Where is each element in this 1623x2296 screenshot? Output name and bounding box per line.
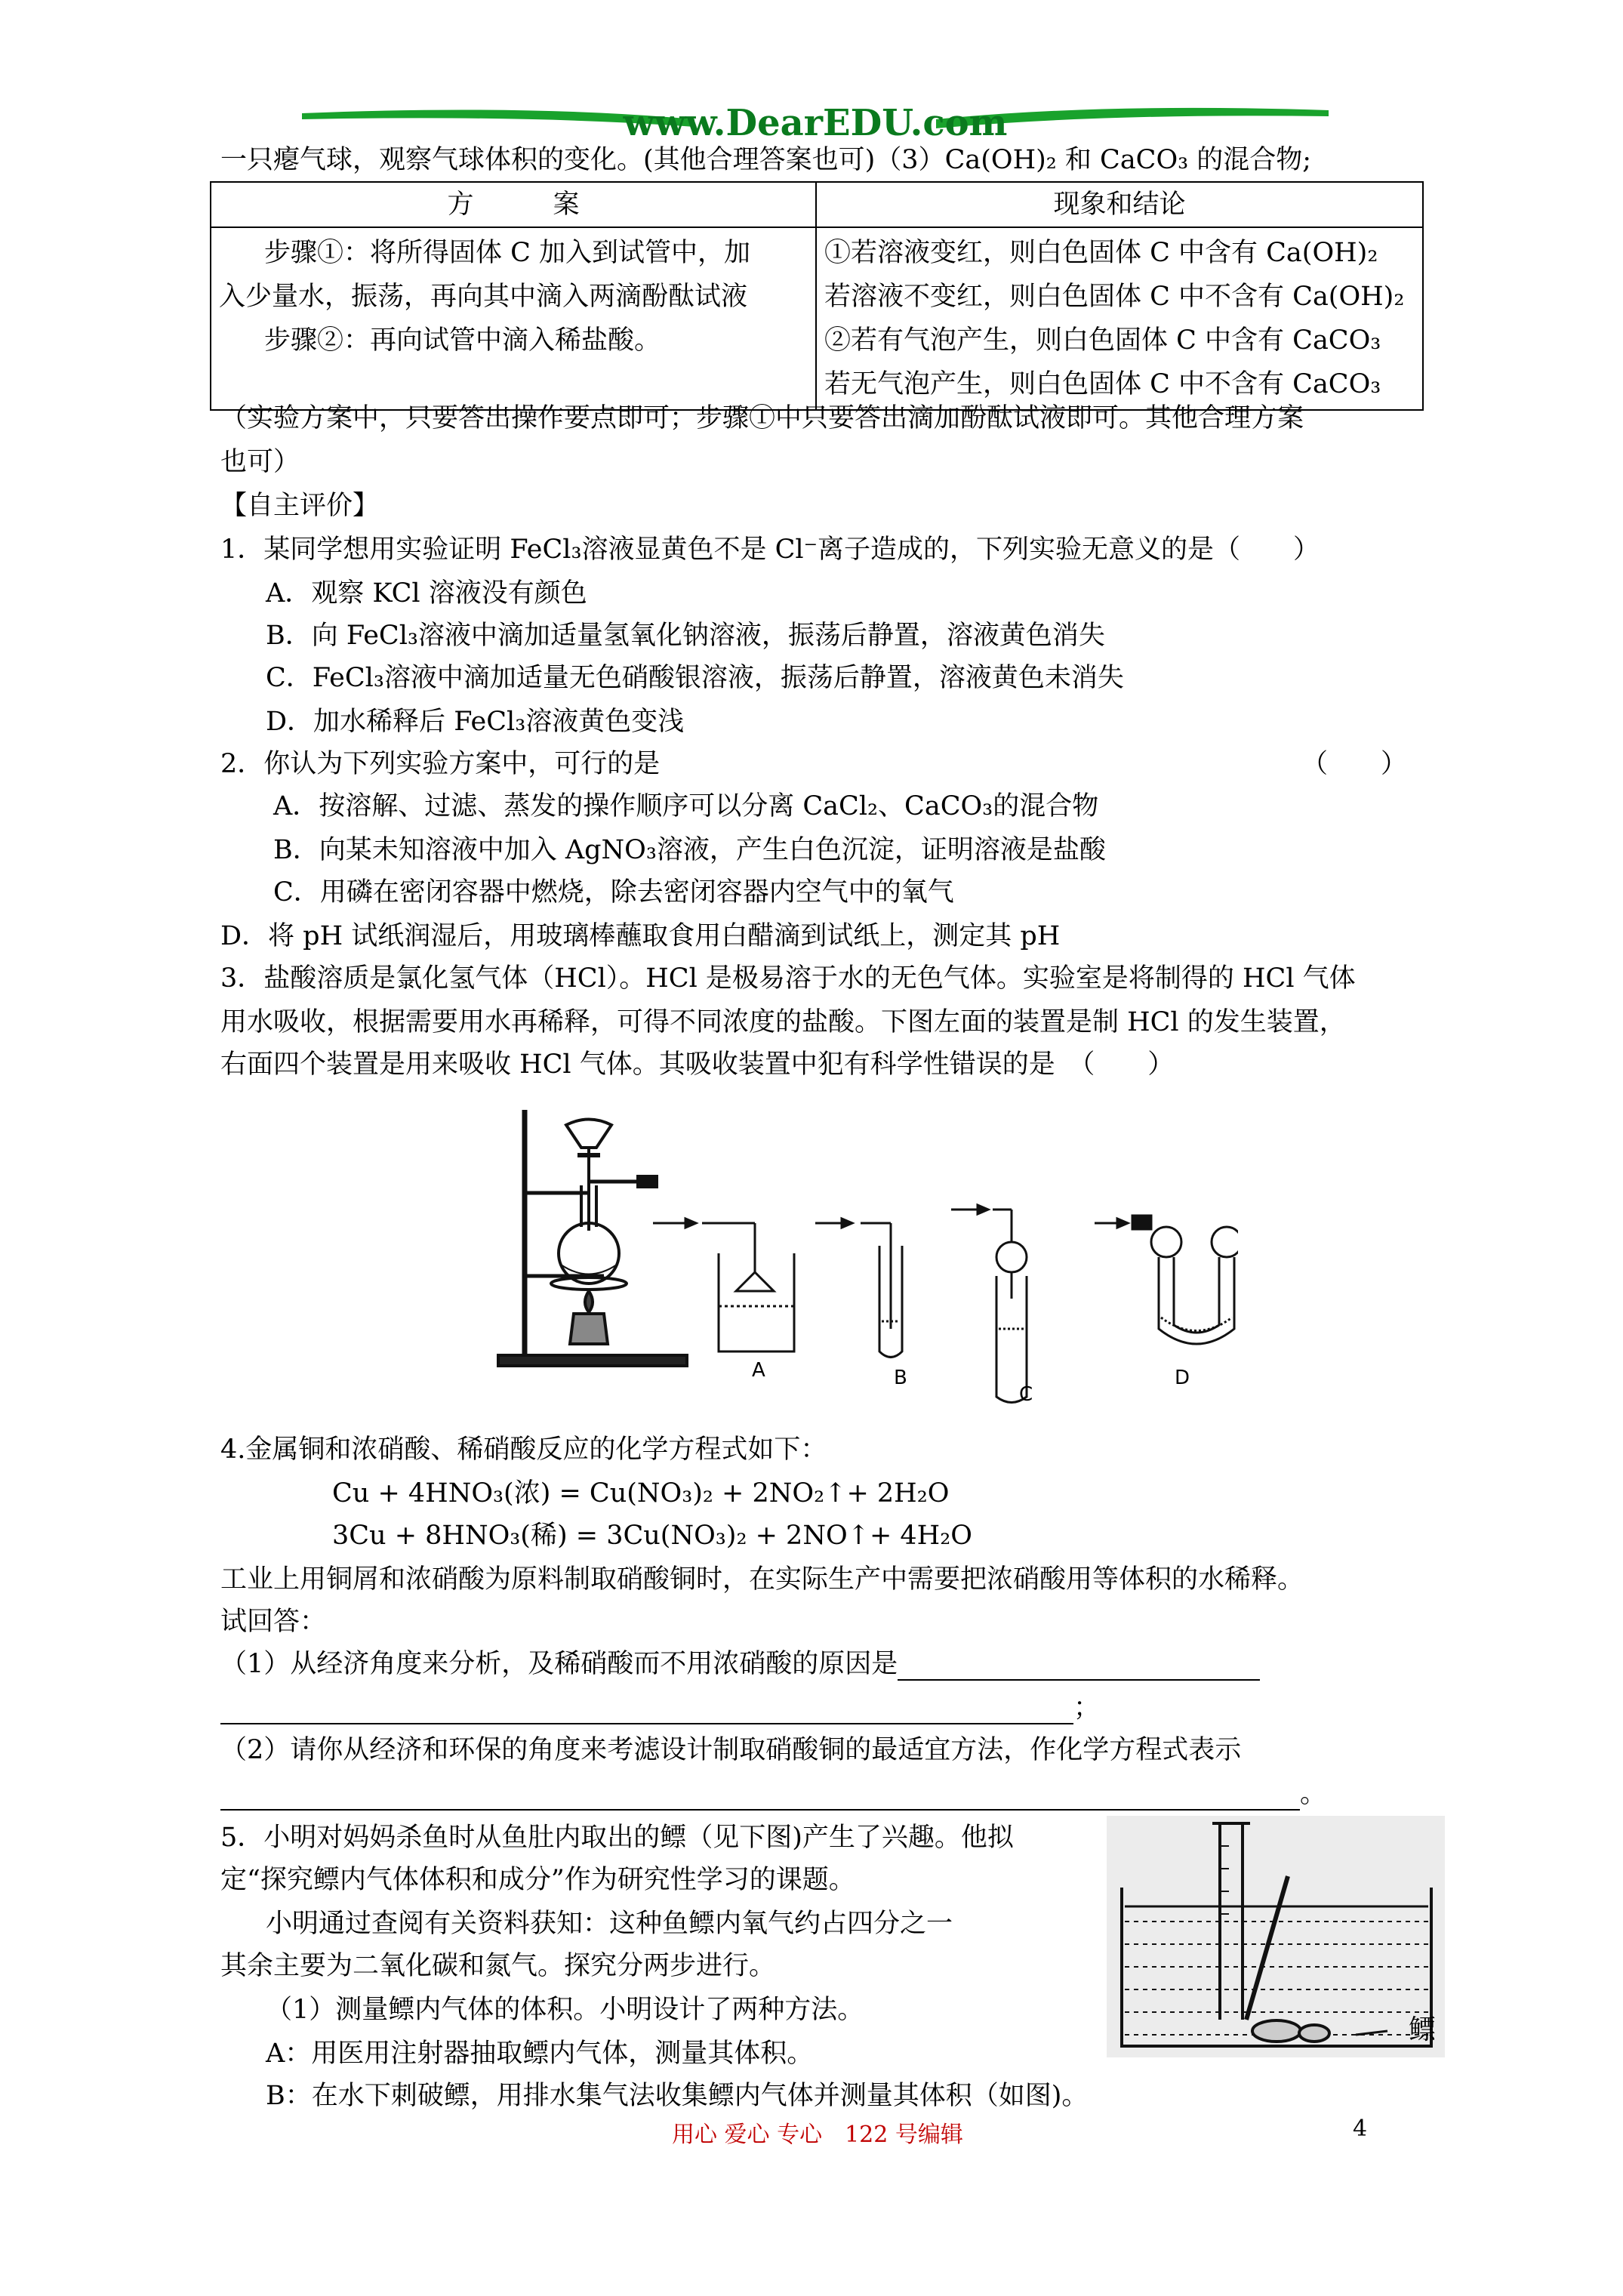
q5-swim-bladder-figure (1107, 1816, 1445, 2057)
q2-option-d: D．将 pH 试纸润湿后，用玻璃棒蘸取食用白醋滴到试纸上，测定其 pH (220, 921, 1061, 951)
q4-sub1-blank-2[interactable] (220, 1699, 1073, 1724)
apparatus-d (1132, 1216, 1238, 1344)
result-line: ①若溶液变红，则白色固体 C 中含有 Ca(OH)₂ (824, 238, 1378, 268)
q4-sub2-cont (220, 1777, 1326, 1811)
q4-sub1 (220, 1647, 1260, 1681)
q4-equation-2: 3Cu + 8HNO₃(稀) = 3Cu(NO₃)₂ + 2NO↑+ 4H₂O (332, 1521, 972, 1551)
q2-option-c: C．用磷在密闭容器中燃烧，除去密闭容器内空气中的氧气 (273, 877, 954, 908)
intro-line: 一只瘪气球，观察气球体积的变化。(其他合理答案也可)（3）Ca(OH)₂ 和 CaCO₃ 的混合物; (220, 145, 1312, 175)
q4-sub1-end: ； (1073, 1693, 1101, 1723)
q4-sub1-blank[interactable] (898, 1655, 1260, 1681)
q3-line: 右面四个装置是用来吸收 HCl 气体。其吸收装置中犯有科学性错误的是 （ ） (220, 1049, 1175, 1080)
alcohol-lamp (570, 1314, 608, 1344)
q4-sub1-text: （1）从经济角度来分析，及稀硝酸而不用浓硝酸的原因是 (220, 1649, 898, 1679)
plan-line: 步骤①：将所得固体 C 加入到试管中，加 (264, 238, 751, 268)
swim-bladder (1252, 2020, 1301, 2042)
q5-line: （1）测量鳔内气体的体积。小明设计了两种方法。 (266, 1995, 864, 2025)
q1-option-c: C．FeCl₃溶液中滴加适量无色硝酸银溶液，振荡后静置，溶液黄色未消失 (266, 663, 1124, 693)
q4-sub2-blank[interactable] (220, 1785, 1300, 1811)
answer-table (210, 181, 1424, 411)
q2-option-a: A．按溶解、过滤、蒸发的操作顺序可以分离 CaCl₂、CaCO₃的混合物 (273, 791, 1099, 821)
table-header-plan: 方 案 (211, 182, 816, 227)
table-result-cell (816, 227, 1423, 410)
q2-answer-paren: （ ） (1301, 749, 1408, 779)
separating-funnel (566, 1120, 611, 1148)
apparatus-label-d: D (1175, 1367, 1190, 1389)
q3-apparatus-figure (483, 1102, 1238, 1419)
apparatus-label-b: B (894, 1367, 907, 1389)
q1-stem: 1．某同学想用实验证明 FeCl₃溶液显黄色不是 Cl⁻离子造成的，下列实验无意义的是（ ） (220, 535, 1320, 565)
q3-line: 用水吸收，根据需要用水再稀释，可得不同浓度的盐酸。下图左面的装置是制 HCl 的发生装置， (220, 1007, 1346, 1037)
q5-line: 小明通过查阅有关资料获知：这种鱼鳔内氧气约占四分之一 (266, 1909, 953, 1939)
q2-stem: 2．你认为下列实验方案中，可行的是 (220, 749, 661, 779)
result-line: 若无气泡产生，则白色固体 C 中不含有 CaCO₃ (824, 369, 1381, 399)
q1-option-a: A．观察 KCl 溶液没有颜色 (266, 578, 587, 609)
q1-option-b: B．向 FeCl₃溶液中滴加适量氢氧化钠溶液，振荡后静置，溶液黄色消失 (266, 621, 1105, 651)
q5-line: 其余主要为二氧化碳和氮气。探究分两步进行。 (220, 1951, 776, 1981)
page-number: 4 (1353, 2116, 1368, 2142)
result-line: 若溶液不变红，则白色固体 C 中不含有 Ca(OH)₂ (824, 282, 1405, 312)
note-line: 也可） (220, 447, 300, 477)
stand-base (498, 1355, 687, 1366)
q3-line: 3．盐酸溶质是氯化氢气体（HCl）。HCl 是极易溶于水的无色气体。实验室是将制得的 HCl 气体 (220, 963, 1356, 994)
q4-sub2: （2）请你从经济和环保的角度来考滤设计制取硝酸铜的最适宜方法，作化学方程式表示 (220, 1735, 1242, 1765)
footer-text: 用心 爱心 专心 122 号编辑 (672, 2122, 963, 2148)
result-line: ②若有气泡产生，则白色固体 C 中含有 CaCO₃ (824, 325, 1381, 356)
q5-line: A：用医用注射器抽取鳔内气体，测量其体积。 (266, 2039, 814, 2069)
q4-sub2-end: 。 (1300, 1779, 1327, 1809)
q5-line: B：在水下刺破鳔，用排水集气法收集鳔内气体并测量其体积（如图)。 (266, 2081, 1089, 2111)
apparatus-c (993, 1210, 1027, 1403)
table-plan-cell (211, 227, 816, 410)
apparatus-a (702, 1223, 794, 1351)
watermark (302, 97, 1329, 149)
q5-line: 5．小明对妈妈杀鱼时从鱼肚内取出的鳔（见下图)产生了兴趣。他拟 (220, 1823, 1014, 1853)
q2-option-b: B．向某未知溶液中加入 AgNO₃溶液，产生白色沉淀，证明溶液是盐酸 (273, 835, 1106, 865)
watermark-text: www.DearEDU.com (623, 102, 1008, 144)
q4-line: 工业上用铜屑和浓硝酸为原料制取硝酸铜时，在实际生产中需要把浓硝酸用等体积的水稀释。 (220, 1564, 1304, 1595)
q4-sub1-cont (220, 1691, 1100, 1724)
plan-line: 步骤②：再向试管中滴入稀盐酸。 (264, 325, 661, 356)
q4-stem: 4.金属铜和浓硝酸、稀硝酸反应的化学方程式如下： (220, 1435, 827, 1465)
q4-line: 试回答： (220, 1607, 327, 1637)
plan-line: 入少量水，振荡，再向其中滴入两滴酚酞试液 (219, 282, 748, 312)
q1-option-d: D．加水稀释后 FeCl₃溶液黄色变浅 (266, 707, 685, 737)
note-line: （实验方案中，只要答出操作要点即可；步骤①中只要答出滴加酚酞试液即可。其他合理方案 (220, 403, 1304, 433)
q4-equation-1: Cu + 4HNO₃(浓) = Cu(NO₃)₂ + 2NO₂↑+ 2H₂O (332, 1478, 950, 1509)
apparatus-label-c: C (1019, 1383, 1033, 1406)
apparatus-b (861, 1223, 902, 1358)
section-title: 【自主评价】 (220, 491, 380, 521)
apparatus-label-a: A (752, 1359, 765, 1382)
q5-fig-label: 鳔 (1409, 2014, 1437, 2045)
q5-line: 定“探究鳔内气体体积和成分”作为研究性学习的课题。 (220, 1865, 855, 1895)
table-header-result: 现象和结论 (816, 182, 1423, 227)
